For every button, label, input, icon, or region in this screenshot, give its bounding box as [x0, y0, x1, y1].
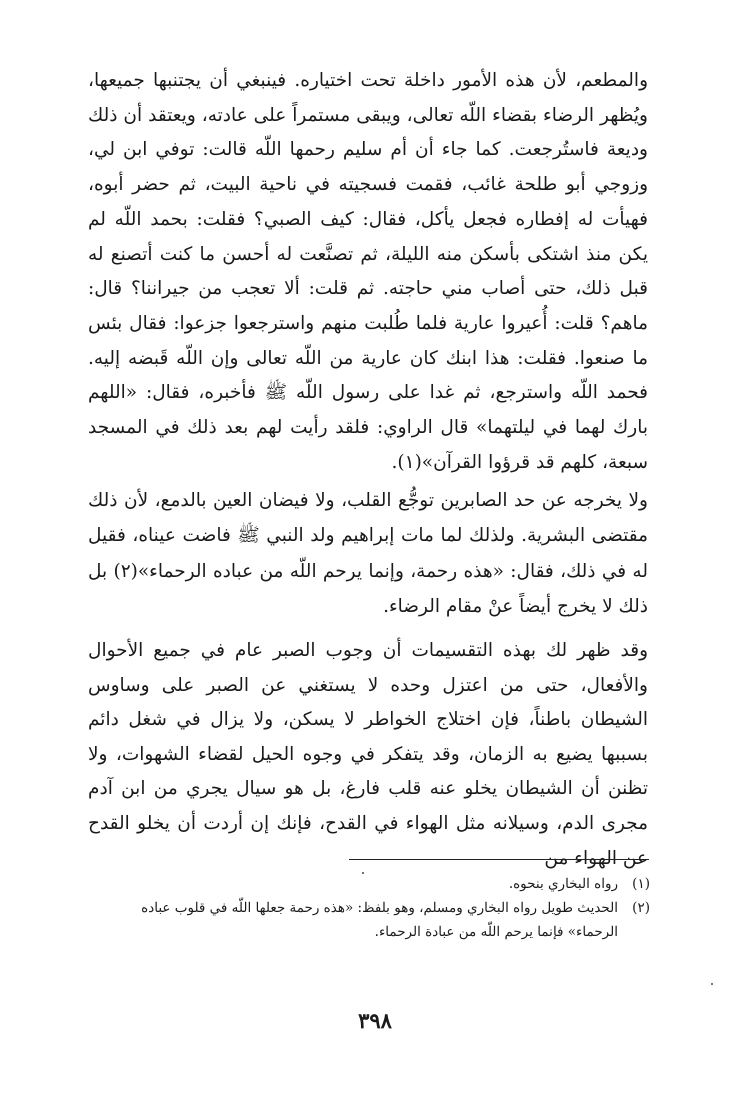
- body-paragraph-2: [88, 483, 648, 624]
- body-paragraph-1: [88, 64, 648, 480]
- paragraph-text: والمطعم، لأن هذه الأمور داخلة تحت اختياره. فينبغي أن يجتنبها جميعها، ويُظهر الرضاء بقضاء اللّه تعالى، ويبقى مستمراً على عادته، ويعتقد أن ذلك وديعة فاستُرجعت. كما جاء أن أم سليم رحمها اللّه قالت: توفي ابن لي، وزوجي أبو طلحة غائب، فقمت فسجيته في ناحية البيت، ثم حضر أبوه، فهيأت له إفطاره فجعل يأكل، فقال: كيف الصبي؟ فقلت: بحمد اللّه لم يكن منذ اشتكى بأسكن منه الليلة، ثم تصنَّعت له أحسن ما كنت أتصنع له قبل ذلك، حتى أصاب مني حاجته. ثم قلت: ألا تعجب من جيراننا؟ قال: ماهم؟ قلت: أُعيروا عارية فلما طُلبت منهم واسترجعوا جزعوا: فقال بئس ما صنعوا. فقلت: هذا ابنك كان عارية من اللّه تعالى وإن اللّه قَبضه إليه. فحمد اللّه واسترجع، ثم غدا على رسول اللّه ﷺ فأخبره، فقال: «اللهم بارك لهما في ليلتهما» قال الراوي: فلقد رأيت لهم بعد ذلك في المسجد سبعة، كلهم قد قرؤوا القرآن»(١).: [88, 70, 648, 473]
- footnote-text: الحديث طويل رواه البخاري ومسلم، وهو بلفظ: «هذه رحمة جعلها اللّه في قلوب عباده الرحماء» فإنما يرحم اللّه من عبادة الرحماء.: [141, 900, 618, 940]
- footnote-separator: [349, 859, 649, 860]
- page-number: ٣٩٨: [358, 1008, 392, 1033]
- footnote-number: (٢): [632, 900, 650, 916]
- body-paragraph-3: [88, 634, 648, 876]
- scan-speck: [362, 872, 364, 874]
- footnotes: [88, 872, 650, 944]
- paragraph-text: وقد ظهر لك بهذه التقسيمات أن وجوب الصبر عام في جميع الأحوال والأفعال، حتى من اعتزل وحده لا يستغني عن الصبر على وساوس الشيطان باطناً، فإن اختلاج الخواطر لا يسكن، ولا يزال في شغل دائم بسببها يضيع به الزمان، وقد يتفكر في وجوه الحيل لقضاء الشهوات، ولا تظنن أن الشيطان يخلو عنه قلب فارغ، بل هو سيال يجري من ابن آدم مجرى الدم، وسيلانه مثل الهواء في القدح، فإنك إن أردت أن يخلو القدح عن الهواء من: [88, 640, 648, 869]
- footnote-2: [88, 896, 650, 944]
- paragraph-text: ولا يخرجه عن حد الصابرين توجُّع القلب، ولا فيضان العين بالدمع، لأن ذلك مقتضى البشرية. ولذلك لما مات إبراهيم ولد النبي ﷺ فاضت عيناه، فقيل له في ذلك، فقال: «هذه رحمة، وإنما يرحم اللّه من عباده الرحماء»(٢) بل ذلك لا يخرج أيضاً عنْ مقام الرضاء.: [88, 490, 648, 617]
- footnote-text: رواه البخاري بنحوه.: [508, 876, 618, 892]
- scan-speck: [711, 983, 713, 985]
- footnote-1: [88, 872, 650, 896]
- footnote-number: (١): [632, 876, 650, 892]
